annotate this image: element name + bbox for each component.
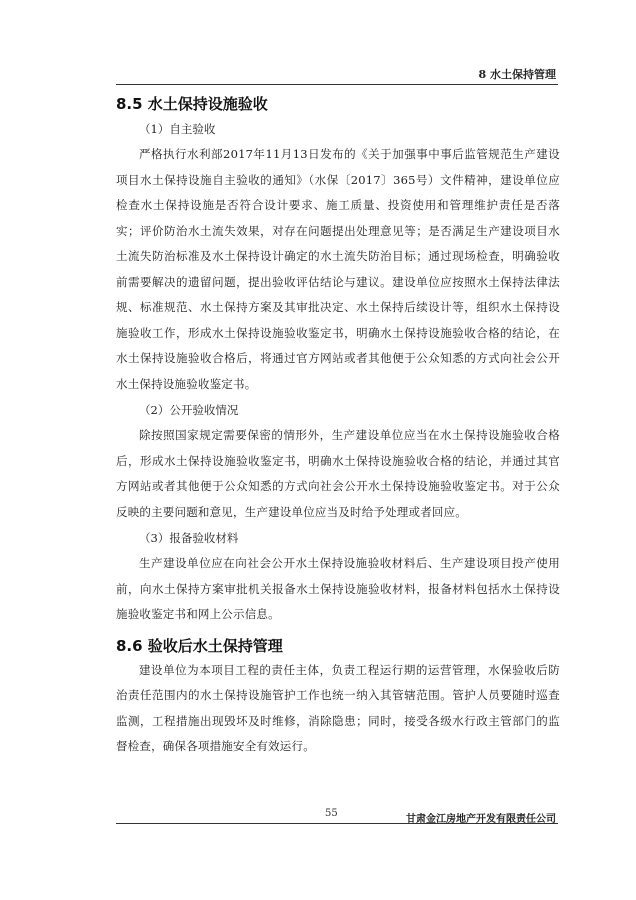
section-8-6-heading: 8.6 验收后水土保持管理 (116, 636, 283, 655)
subsection-1-title: （1）自主验收 (139, 122, 216, 136)
company-name: 甘肃金江房地产开发有限责任公司 (406, 814, 556, 825)
running-header: 8 水土保持管理 (478, 68, 556, 81)
section-8-5-heading: 8.5 水土保持设施验收 (116, 95, 268, 113)
page-number: 55 (325, 808, 338, 819)
subsection-2-title: （2）公开验收情况 (139, 403, 239, 417)
subsection-3-text: 生产建设单位应在向社会公开水土保持设施验收材料后、生产建设项目投产使用前，向水土保持方案审批机关报备水土保持设施验收材料，报备材料包括水土保持设施验收鉴定书和网上公示信息。 (116, 556, 560, 621)
footer-rule (116, 823, 558, 824)
subsection-1-text: 严格执行水利部2017年11月13日发布的《关于加强事中事后监管规范生产建设项目水土保持设施自主验收的通知》（水保〔2017〕365号）文件精神，建设单位应检查水土保持设施是否符合设计要求、施工质量、投资使用和管理维护责任是否落实；评价防治水土流失效果，对存在问题提出处理意见等；是否满足生产建设项目水土流失防治标准及水土保持设计确定的水土流失防治目标；通过现场检查，明确验收前需要解决的遗留问题，提出验收评估结论与建议。建设单位应按照水土保持法律法规、标准规范、水土保持方案及其审批决定、水土保持后续设计等，组织水土保持设施验收工作，形成水土保持设施验收鉴定书，明确水土保持设施验收合格的结论，在水土保持设施验收合格后，将通过官方网站或者其他便于公众知悉的方式向社会公开水土保持设施验收鉴定书。 (116, 147, 560, 391)
subsection-3-title: （3）报备验收材料 (139, 531, 239, 545)
header-rule (116, 84, 558, 85)
page-content (116, 92, 560, 760)
section-8-6-text: 建设单位为本项目工程的责任主体，负责工程运行期的运营管理，水保验收后防治责任范围内的水土保持设施管护工作也统一纳入其管辖范围。管护人员要随时巡查监测，工程措施出现毁坏及时维修，消除隐患；同时，接受各级水行政主管部门的监督检查，确保各项措施安全有效运行。 (116, 662, 560, 753)
subsection-2-text: 除按照国家规定需要保密的情形外，生产建设单位应当在水土保持设施验收合格后，形成水土保持设施验收鉴定书，明确水土保持设施验收合格的结论，并通过其官方网站或者其他便于公众知悉的方式向社会公开水土保持设施验收鉴定书。对于公众反映的主要问题和意见，生产建设单位应当及时给予处理或者回应。 (116, 428, 560, 519)
